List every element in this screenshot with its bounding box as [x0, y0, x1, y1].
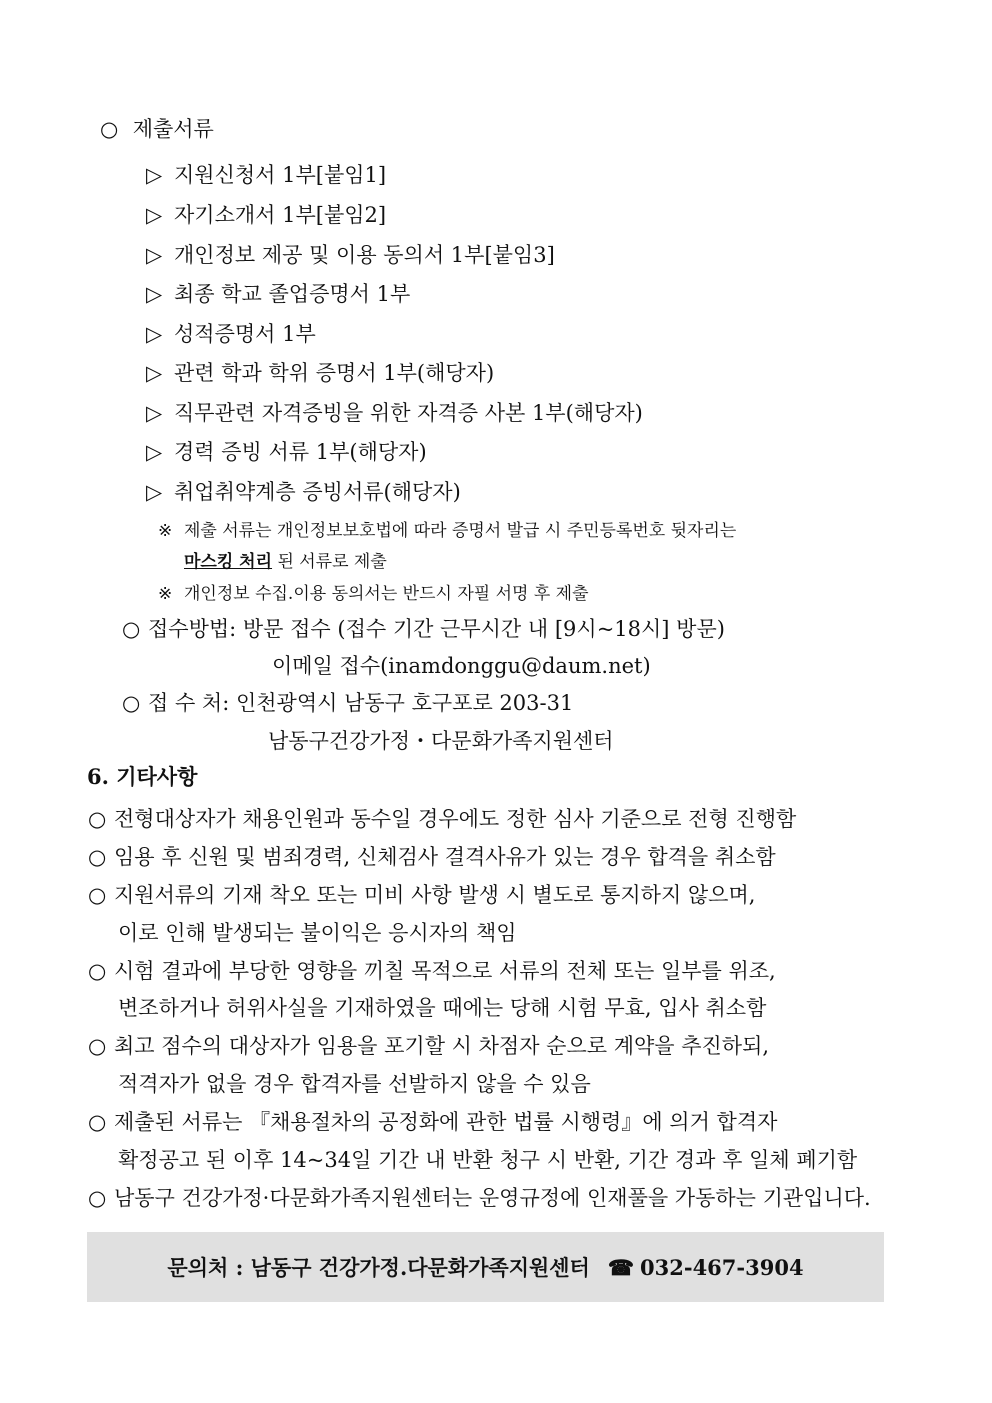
list-item: ○ 남동구 건강가정·다문화가족지원센터는 운영규정에 인재풀을 가동하는 기관입니다.	[88, 1186, 871, 1210]
document-item: ▷ 성적증명서 1부	[146, 322, 316, 346]
triangle-icon: ▷	[146, 480, 163, 504]
triangle-icon: ▷	[146, 440, 163, 464]
note-mark-icon: ※	[158, 521, 173, 541]
document-item: ▷ 취업취약계층 증빙서류(해당자)	[146, 480, 461, 504]
triangle-icon: ▷	[146, 361, 163, 385]
bullet-circle-icon: ○	[122, 691, 141, 715]
list-item: ○ 임용 후 신원 및 범죄경력, 신체검사 결격사유가 있는 경우 합격을 취소함	[88, 845, 776, 869]
bullet-circle-icon: ○	[88, 1034, 107, 1058]
note-signature: ※ 개인정보 수집.이용 동의서는 반드시 자필 서명 후 제출	[158, 584, 589, 604]
bullet-circle-icon: ○	[122, 617, 141, 641]
submission-place: ○ 접 수 처: 인천광역시 남동구 호구포로 203-31	[122, 691, 574, 715]
bullet-circle-icon: ○	[100, 117, 119, 141]
note-masking: ※ 제출 서류는 개인정보보호법에 따라 증명서 발급 시 주민등록번호 뒷자리는	[158, 521, 737, 541]
contact-box	[87, 1232, 884, 1302]
list-item-continued: 변조하거나 허위사실을 기재하였을 때에는 당해 시험 무효, 입사 취소함	[118, 996, 767, 1020]
documents-heading-text: 제출서류	[132, 117, 214, 141]
document-item: ▷ 개인정보 제공 및 이용 동의서 1부[붙임3]	[146, 243, 555, 267]
triangle-icon: ▷	[146, 401, 163, 425]
submission-method: ○ 접수방법: 방문 접수 (접수 기간 근무시간 내 [9시~18시] 방문)	[122, 617, 725, 641]
list-item: ○ 전형대상자가 채용인원과 동수일 경우에도 정한 심사 기준으로 전형 진행함	[88, 807, 797, 831]
phone-icon: ☎	[607, 1254, 635, 1280]
contact-label: 문의처 : 남동구 건강가정.다문화가족지원센터	[167, 1255, 590, 1280]
bullet-circle-icon: ○	[88, 883, 107, 907]
list-item: ○ 지원서류의 기재 착오 또는 미비 사항 발생 시 별도로 통지하지 않으며,	[88, 883, 756, 907]
bullet-circle-icon: ○	[88, 807, 107, 831]
triangle-icon: ▷	[146, 243, 163, 267]
list-item: ○ 시험 결과에 부당한 영향을 끼칠 목적으로 서류의 전체 또는 일부를 위조,	[88, 959, 776, 983]
list-item: ○ 최고 점수의 대상자가 임용을 포기할 시 차점자 순으로 계약을 추진하되,	[88, 1034, 770, 1058]
section6-title: 6. 기타사항	[87, 764, 198, 789]
note-masking-continued: 마스킹 처리 된 서류로 제출	[184, 552, 387, 572]
list-item-continued: 적격자가 없을 경우 합격자를 선발하지 않을 수 있음	[118, 1072, 591, 1096]
submission-center: 남동구건강가정・다문화가족지원센터	[268, 729, 614, 753]
list-item-continued: 이로 인해 발생되는 불이익은 응시자의 책임	[118, 921, 517, 945]
bullet-circle-icon: ○	[88, 959, 107, 983]
note-mark-icon: ※	[158, 584, 173, 604]
triangle-icon: ▷	[146, 203, 163, 227]
document-item: ▷ 경력 증빙 서류 1부(해당자)	[146, 440, 427, 464]
list-item: ○ 제출된 서류는 『채용절차의 공정화에 관한 법률 시행령』에 의거 합격자	[88, 1110, 778, 1134]
bullet-circle-icon: ○	[88, 1110, 107, 1134]
submission-email: 이메일 접수(inamdonggu@daum.net)	[272, 654, 651, 678]
document-item: ▷ 최종 학교 졸업증명서 1부	[146, 282, 411, 306]
triangle-icon: ▷	[146, 163, 163, 187]
document-item: ▷ 자기소개서 1부[붙임2]	[146, 203, 387, 227]
bullet-circle-icon: ○	[88, 1186, 107, 1210]
triangle-icon: ▷	[146, 282, 163, 306]
document-item: ▷ 관련 학과 학위 증명서 1부(해당자)	[146, 361, 495, 385]
document-item: ▷ 지원신청서 1부[붙임1]	[146, 163, 387, 187]
document-item: ▷ 직무관련 자격증빙을 위한 자격증 사본 1부(해당자)	[146, 401, 643, 425]
masking-emphasis: 마스킹 처리	[184, 552, 273, 572]
list-item-continued: 확정공고 된 이후 14~34일 기간 내 반환 청구 시 반환, 기간 경과 후 일체 폐기함	[118, 1148, 858, 1172]
contact-phone: 032-467-3904	[640, 1254, 804, 1280]
triangle-icon: ▷	[146, 322, 163, 346]
bullet-circle-icon: ○	[88, 845, 107, 869]
documents-heading	[100, 115, 214, 143]
